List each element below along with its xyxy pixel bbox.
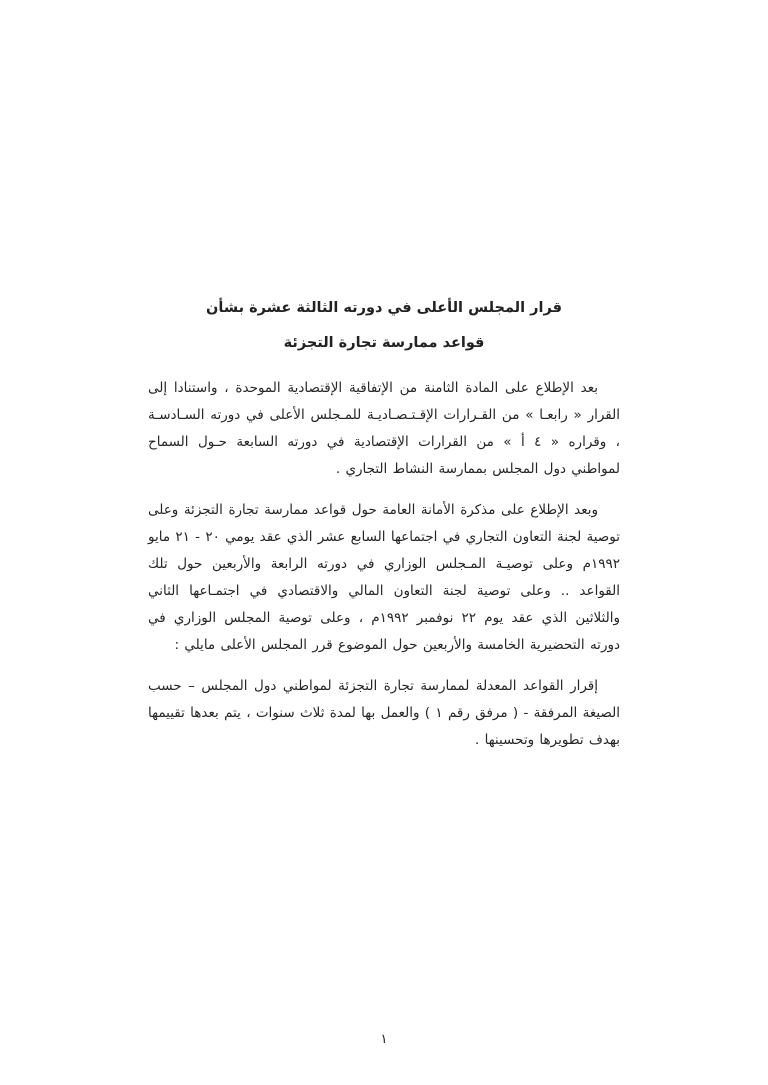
paragraph-recitals: وبعد الإطلاع على مذكرة الأمانة العامة حول قواعد ممارسة تجارة التجزئة وعلى توصية لجنة التعاون التجاري في اجتماعها السابع عشر الذي عقد يومي ٢٠ - ٢١ مايو ١٩٩٢م وعلى توصيـة المـجلس الوزاري في دورته الرابعة والأربعين حول تلك القواعد .. وعلى توصية لجنة التعاون المالي والاقتصادي في اجتمـاعها الثاني والثلاثين الذي عقد يوم ٢٢ نوفمبر ١٩٩٢م ، وعلى توصية المجلس الوزاري في دورته التحضيرية الخامسة والأربعين حول الموضوع قرر المجلس الأعلى مايلي : bbox=[148, 501, 620, 653]
document-title-line1: قرار المجلس الأعلى في دورته الثالثة عشرة بشأن bbox=[206, 300, 562, 316]
document-content bbox=[148, 300, 620, 768]
document-title-line2: قواعد ممارسة تجارة التجزئة bbox=[283, 335, 485, 352]
paragraph-resolution: إقرار القواعد المعدلة لممارسة تجارة التجزئة لمواطني دول المجلس – حسب الصيغة المرفقة - ( مرفق رقم ١ ) والعمل بها لمدة ثلاث سنوات ، يتم بعدها تقييمها بهدف تطويرها وتحسينها . bbox=[148, 677, 620, 748]
paragraph-preamble: بعد الإطلاع على المادة الثامنة من الإتفاقية الإقتصادية الموحدة ، واستنادا إلى القرار « رابعـا » من القـرارات الإقـتـصـاديـة للمـجلس الأعلى في دورته السـادسـة ، وقراره « ٤ أ » من القرارات الإقتصادية في دورته السابعة حـول السماح لمواطني دول المجلس بممارسة النشاط التجاري . bbox=[148, 379, 620, 477]
page-number: ١ bbox=[380, 1032, 388, 1047]
